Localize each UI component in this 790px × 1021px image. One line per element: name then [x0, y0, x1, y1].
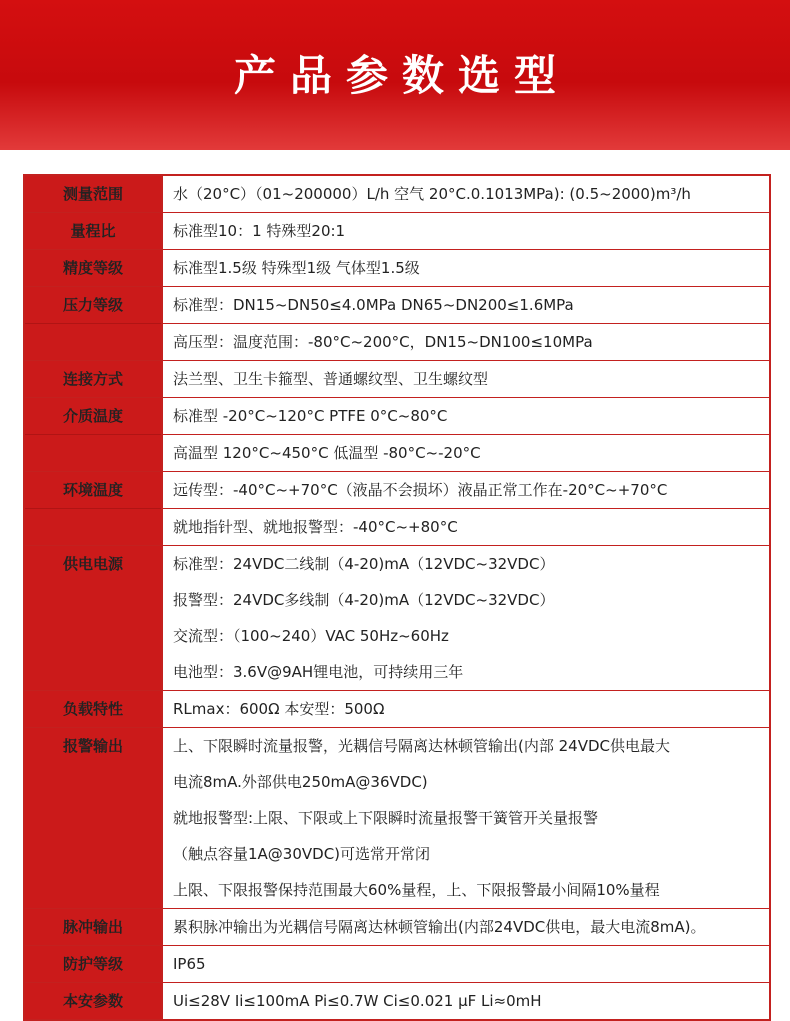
spec-value-line: 累积脉冲输出为光耦信号隔离达林顿管输出(内部24VDC供电，最大电流8mA)。 [173, 918, 706, 936]
spec-table [23, 174, 771, 1021]
spec-value-cell [162, 213, 770, 250]
spec-label-cell [24, 983, 162, 1021]
spec-value-cell [162, 435, 770, 472]
spec-value-cell [162, 983, 770, 1021]
spec-label: 精度等级 [62, 259, 123, 277]
spec-row [24, 250, 770, 287]
spec-value-cell [162, 691, 770, 728]
spec-label: 供电电源 [62, 555, 123, 573]
spec-value-cell [162, 361, 770, 398]
spec-label: 脉冲输出 [62, 918, 123, 936]
spec-value-line: （触点容量1A@30VDC)可选常开常闭 [173, 845, 431, 863]
spec-label-cell [24, 361, 162, 398]
spec-label-cell [24, 546, 162, 691]
spec-value-cell [162, 287, 770, 324]
spec-label-cell [24, 287, 162, 324]
spec-label: 环境温度 [62, 481, 123, 499]
spec-value-line: 法兰型、卫生卡箍型、普通螺纹型、卫生螺纹型 [173, 370, 489, 388]
spec-value-line: 远传型：-40°C~+70°C（液晶不会损坏）液晶正常工作在-20°C~+70°C [173, 481, 668, 499]
spec-value-line: 上、下限瞬时流量报警，光耦信号隔离达林顿管输出(内部 24VDC供电最大 [173, 737, 670, 755]
spec-value-cell [162, 909, 770, 946]
spec-label-cell [24, 472, 162, 509]
spec-row [24, 509, 770, 546]
spec-value-line: 水（20°C）（01~200000）L/h 空气 20°C.0.1013MPa): (0.5~2000)m³/h [173, 185, 691, 203]
spec-value-line: 高温型 120°C~450°C 低温型 -80°C~-20°C [173, 444, 481, 462]
spec-label-cell [24, 509, 162, 546]
spec-label-cell [24, 728, 162, 909]
spec-value-line: 交流型：（100~240）VAC 50Hz~60Hz [173, 627, 449, 645]
spec-value-line: 高压型：温度范围：-80°C~200°C，DN15~DN100≤10MPa [173, 333, 593, 351]
spec-value-line: 标准型：24VDC二线制（4-20)mA（12VDC~32VDC） [173, 555, 555, 573]
spec-value-line: 标准型1.5级 特殊型1级 气体型1.5级 [173, 259, 420, 277]
spec-value-cell [162, 728, 770, 909]
spec-value-line: 上限、下限报警保持范围最大60%量程，上、下限报警最小间隔10%量程 [173, 881, 660, 899]
spec-label: 测量范围 [62, 185, 123, 203]
spec-label-cell [24, 213, 162, 250]
spec-label-cell [24, 691, 162, 728]
spec-label [25, 435, 161, 471]
spec-value-line: 电池型：3.6V@9AH锂电池，可持续用三年 [173, 663, 464, 681]
header-banner [0, 0, 790, 150]
spec-label: 连接方式 [62, 370, 123, 388]
spec-value-line: 标准型 -20°C~120°C PTFE 0°C~80°C [173, 407, 448, 425]
spec-row [24, 946, 770, 983]
spec-label-cell [24, 175, 162, 213]
spec-row [24, 361, 770, 398]
spec-row [24, 472, 770, 509]
spec-label: 本安参数 [62, 992, 123, 1010]
spec-row [24, 691, 770, 728]
spec-row [24, 546, 770, 691]
spec-row [24, 398, 770, 435]
spec-label-cell [24, 324, 162, 361]
spec-value-line: 报警型：24VDC多线制（4-20)mA（12VDC~32VDC） [173, 591, 555, 609]
spec-value-line: 就地报警型:上限、下限或上下限瞬时流量报警干簧管开关量报警 [173, 809, 599, 827]
spec-label: 介质温度 [62, 407, 123, 425]
spec-label: 压力等级 [62, 296, 123, 314]
spec-value-cell [162, 175, 770, 213]
spec-row [24, 175, 770, 213]
spec-value-cell [162, 472, 770, 509]
spec-value-cell [162, 250, 770, 287]
spec-label: 负载特性 [62, 700, 123, 718]
spec-value-line: 标准型10：1 特殊型20:1 [173, 222, 346, 240]
spec-value-line: Ui≤28V Ii≤100mA Pi≤0.7W Ci≤0.021 μF Li≈0mH [173, 992, 542, 1010]
spec-row [24, 324, 770, 361]
spec-label-cell [24, 946, 162, 983]
spec-value-line: RLmax：600Ω 本安型：500Ω [173, 700, 385, 718]
spec-value-line: 就地指针型、就地报警型：-40°C~+80°C [173, 518, 458, 536]
spec-row [24, 435, 770, 472]
spec-value-line: 电流8mA.外部供电250mA@36VDC) [173, 773, 428, 791]
spec-value-cell [162, 546, 770, 691]
spec-label: 报警输出 [62, 737, 123, 755]
spec-label-cell [24, 909, 162, 946]
spec-value-cell [162, 324, 770, 361]
spec-row [24, 909, 770, 946]
spec-row [24, 983, 770, 1021]
spec-row [24, 728, 770, 909]
spec-row [24, 287, 770, 324]
spec-label-cell [24, 435, 162, 472]
spec-label [25, 509, 161, 545]
spec-value-cell [162, 398, 770, 435]
spec-label-cell [24, 250, 162, 287]
spec-value-line: IP65 [173, 955, 206, 973]
page-title: 产品参数选型 [233, 51, 570, 100]
spec-value-line: 标准型：DN15~DN50≤4.0MPa DN65~DN200≤1.6MPa [173, 296, 574, 314]
spec-label: 量程比 [70, 222, 116, 240]
spec-label [25, 324, 161, 360]
spec-label-cell [24, 398, 162, 435]
spec-value-cell [162, 509, 770, 546]
spec-row [24, 213, 770, 250]
spec-value-cell [162, 946, 770, 983]
spec-label: 防护等级 [62, 955, 123, 973]
